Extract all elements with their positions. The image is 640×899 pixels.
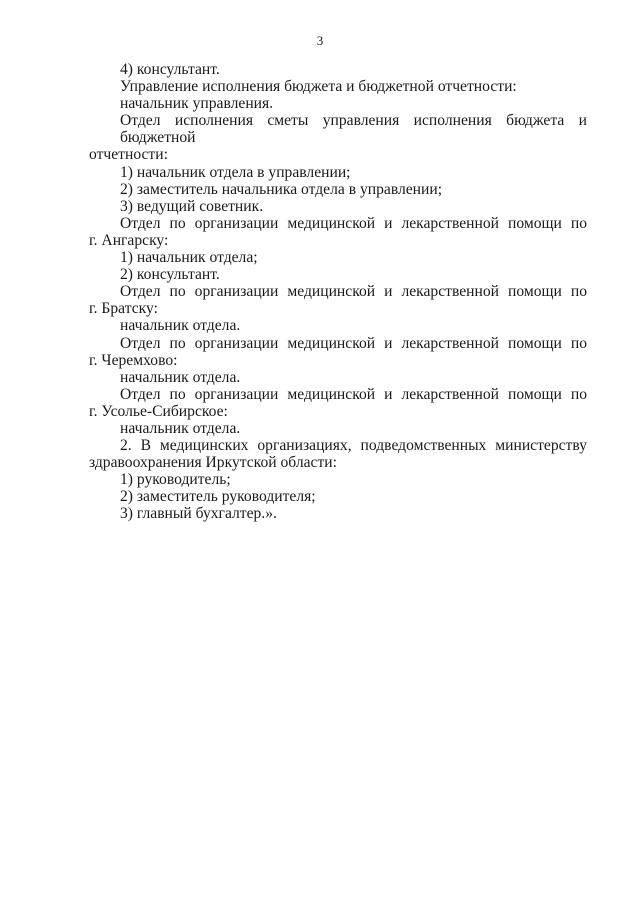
document-line: 2. В медицинских организациях, подведомственных министерству bbox=[120, 437, 587, 455]
document-line: г. Усолье-Сибирское: bbox=[89, 402, 228, 420]
page-number: 3 bbox=[316, 33, 324, 48]
document-line: 1) начальник отдела; bbox=[120, 249, 258, 267]
document-line: г. Черемхово: bbox=[89, 351, 178, 369]
document-line: 3) ведущий советник. bbox=[120, 197, 264, 215]
document-line: 1) начальник отдела в управлении; bbox=[120, 163, 351, 181]
document-line: 2) заместитель начальника отдела в управлении; bbox=[120, 180, 443, 198]
document-line: 4) консультант. bbox=[120, 61, 220, 78]
document-line: начальник отдела. bbox=[120, 368, 241, 386]
document-line: Отдел по организации медицинской и лекарственной помощи по bbox=[120, 385, 587, 403]
document-line: отчетности: bbox=[89, 146, 168, 164]
document-line: здравоохранения Иркутской области: bbox=[89, 454, 337, 472]
document-line: г. Ангарску: bbox=[89, 231, 169, 249]
document-line: 3) главный бухгалтер.». bbox=[120, 505, 277, 523]
document-line: начальник отдела. bbox=[120, 317, 241, 335]
document-line: Отдел исполнения сметы управления исполнения бюджета и бюджетной bbox=[120, 112, 587, 147]
document-line: 2) заместитель руководителя; bbox=[120, 488, 316, 506]
document-line: Отдел по организации медицинской и лекарственной помощи по bbox=[120, 334, 587, 352]
document-line: Отдел по организации медицинской и лекарственной помощи по bbox=[120, 214, 587, 232]
document-line: Отдел по организации медицинской и лекарственной помощи по bbox=[120, 283, 587, 301]
document-line: начальник отдела. bbox=[120, 419, 241, 437]
document-line: 1) руководитель; bbox=[120, 471, 231, 489]
document-line: г. Братску: bbox=[89, 300, 158, 318]
document-body bbox=[89, 61, 587, 523]
document-line: начальник управления. bbox=[120, 95, 274, 113]
document-line: 2) консультант. bbox=[120, 266, 220, 284]
document-line: Управление исполнения бюджета и бюджетной отчетности: bbox=[120, 78, 517, 96]
